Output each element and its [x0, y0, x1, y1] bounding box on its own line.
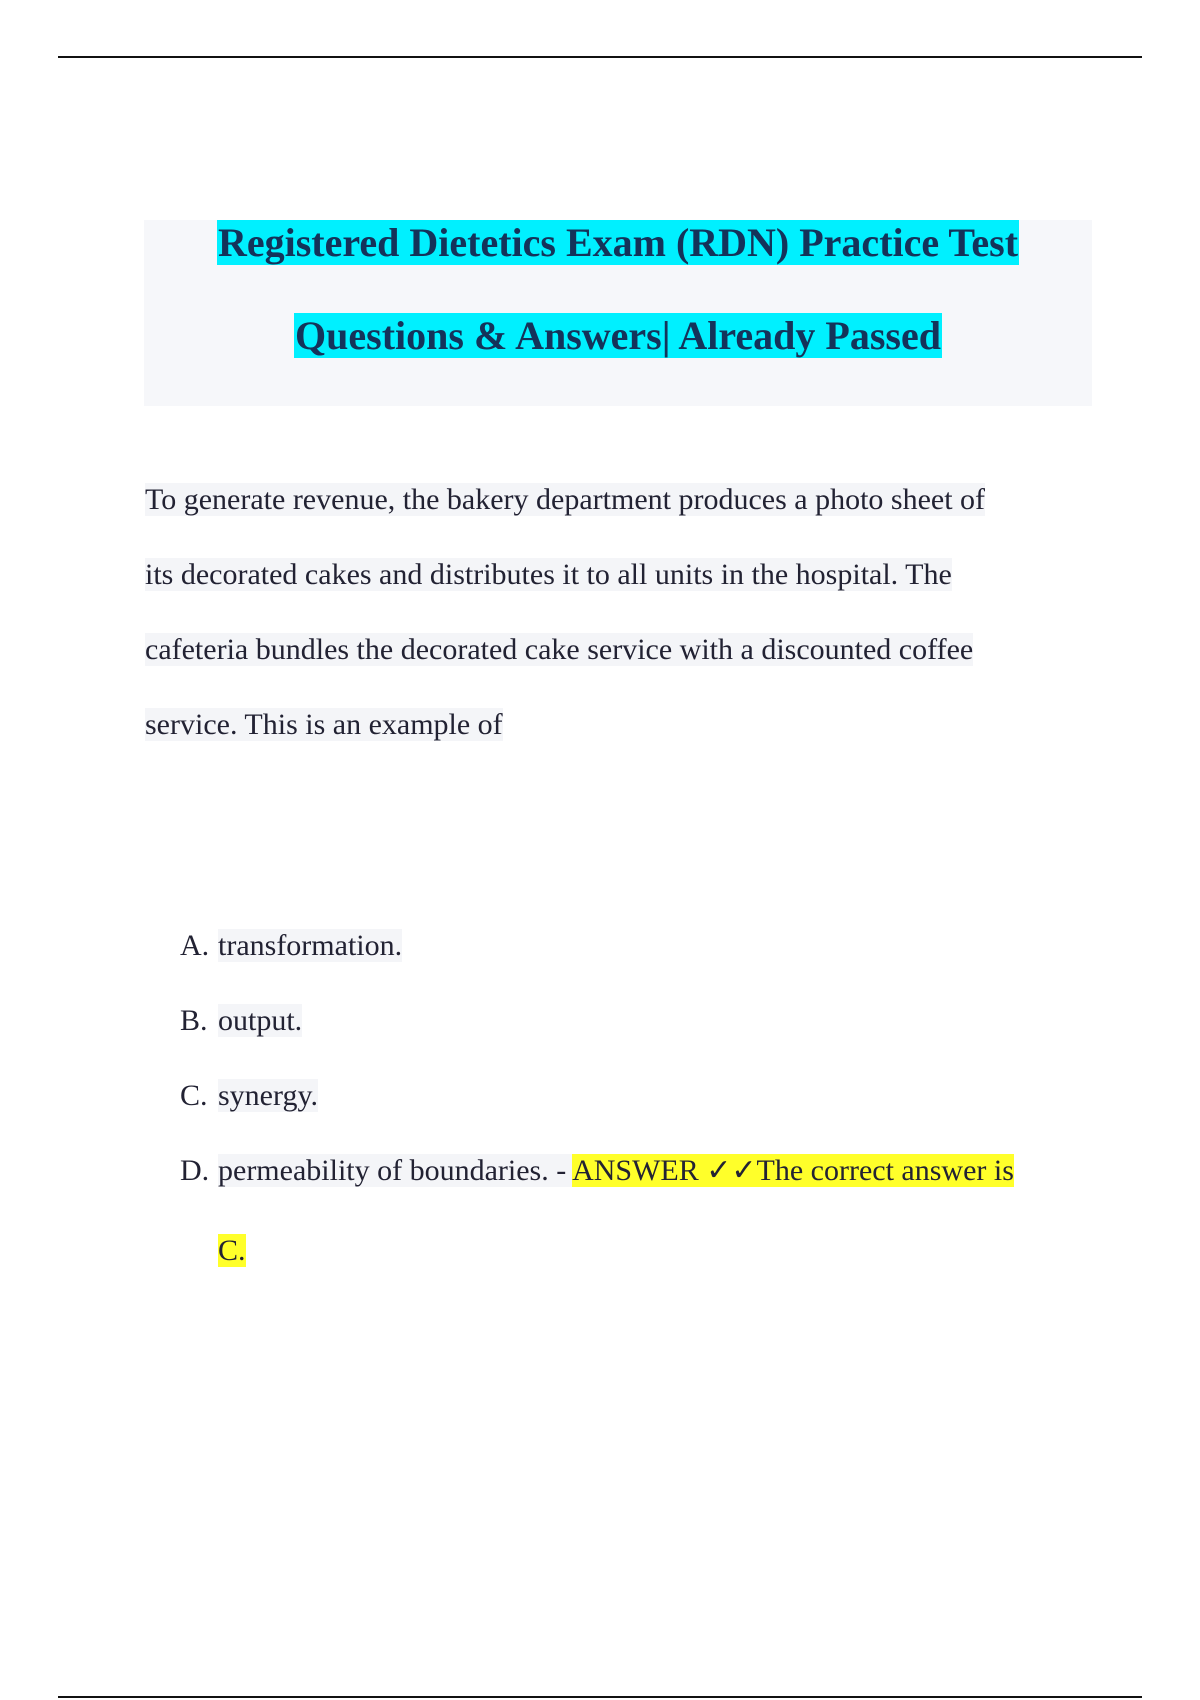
answer-highlight: ANSWER ✓✓The correct answer is: [572, 1154, 1014, 1187]
answer-continuation: [218, 1223, 246, 1279]
option-text: output.: [218, 1004, 303, 1037]
document-title-line-1: Registered Dietetics Exam (RDN) Practice Test: [217, 220, 1019, 265]
option-text: synergy.: [218, 1079, 318, 1112]
answer-options-list: [180, 918, 1100, 1267]
question-line: service. This is an example of: [145, 708, 503, 741]
option-letter: B.: [180, 1004, 208, 1037]
option-text: permeability of boundaries. -: [218, 1154, 573, 1187]
option-letter: A.: [180, 929, 210, 962]
option-letter: C.: [180, 1079, 208, 1112]
title-block: [144, 220, 1092, 406]
question-line: its decorated cakes and distributes it to all units in the hospital. The: [145, 558, 952, 591]
option-d: [180, 1143, 1100, 1267]
question-line: cafeteria bundles the decorated cake service with a discounted coffee: [145, 633, 974, 666]
option-text: transformation.: [218, 929, 403, 962]
bottom-rule: [58, 1696, 1142, 1698]
question-text: [145, 468, 1075, 768]
option-a: [180, 918, 1100, 993]
document-title-line-2: Questions & Answers| Already Passed: [295, 313, 941, 358]
question-line: To generate revenue, the bakery department produces a photo sheet of: [145, 483, 986, 516]
option-letter: D.: [180, 1154, 210, 1187]
option-b: [180, 993, 1100, 1068]
option-c: [180, 1068, 1100, 1143]
top-rule: [58, 56, 1142, 58]
answer-letter-highlight: C.: [218, 1234, 246, 1267]
